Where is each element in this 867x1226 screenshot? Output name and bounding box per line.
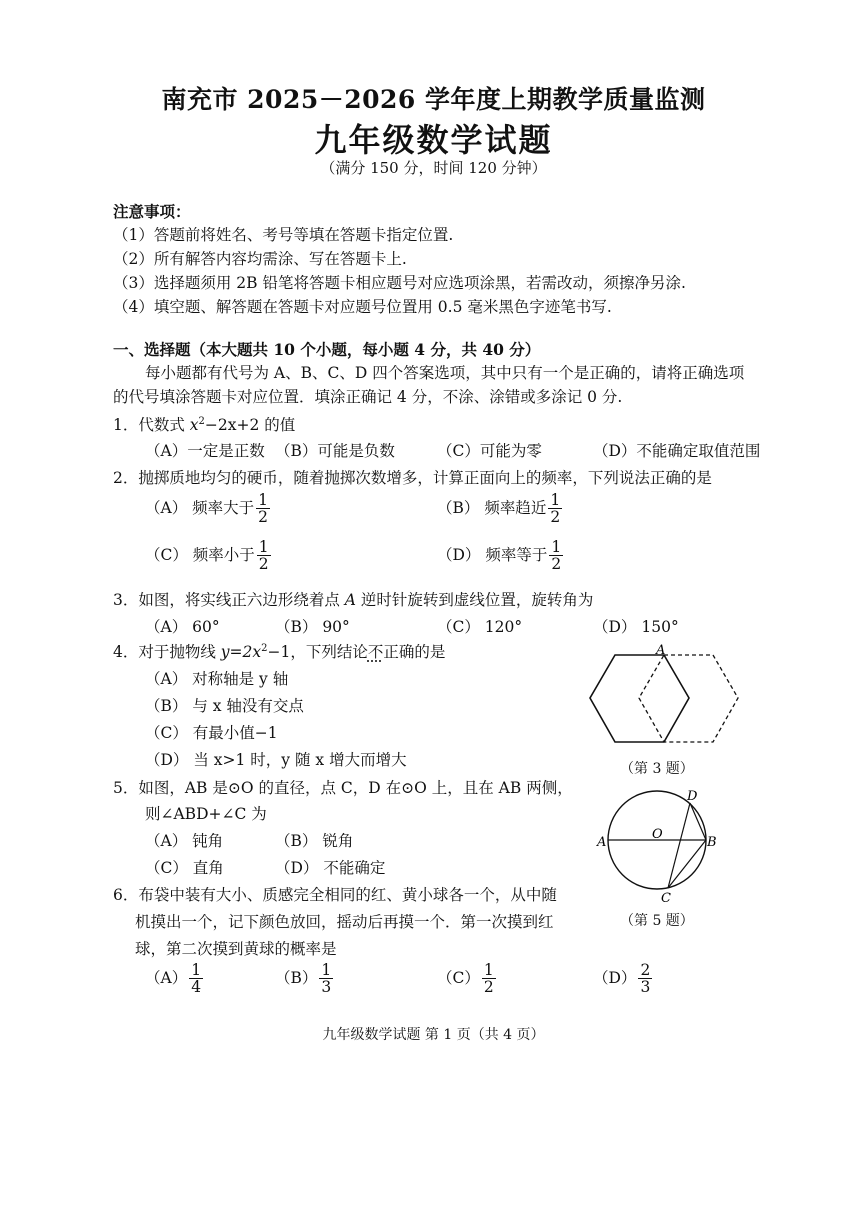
figure-3-label-a: A bbox=[656, 643, 666, 658]
question-6-option-d: （D） $\frac{2}{3}$ bbox=[593, 961, 651, 997]
question-5-option-d: （D） 不能确定 bbox=[275, 859, 386, 877]
question-5-stem-line-1: 5．如图，AB 是⊙O 的直径，点 C，D 在⊙O 上，且在 AB 两侧， bbox=[113, 779, 573, 797]
segment-dc bbox=[668, 803, 690, 888]
question-4-option-b: （B） 与 x 轴没有交点 bbox=[145, 697, 304, 715]
question-1-option-b: （B）可能是负数 bbox=[275, 442, 395, 460]
exam-header-title: 南充市 2025－2026 学年度上期教学质量监测 bbox=[161, 85, 706, 114]
figure-5-label-a: A bbox=[597, 835, 607, 850]
question-6-stem-line-2: 机摸出一个，记下颜色放回，摇动后再摸一个．第一次摸到红 bbox=[135, 913, 554, 931]
question-5-option-c: （C） 直角 bbox=[145, 859, 224, 877]
section-1-instruction-2: 的代号填涂答题卡对应位置．填涂正确记 4 分，不涂、涂错或多涂记 0 分. bbox=[113, 388, 623, 406]
notes-heading: 注意事项： bbox=[113, 202, 191, 221]
question-5-option-a: （A） 钝角 bbox=[145, 832, 224, 850]
section-1-heading: 一、选择题（本大题共 10 个小题，每小题 4 分，共 40 分） bbox=[113, 340, 541, 359]
question-1-stem: 1．代数式 $x^2-2x+2$ 的值 bbox=[113, 415, 296, 434]
figure-3-hexagons bbox=[580, 640, 740, 755]
question-2-option-a: （A） 频率大于 $\frac{1}{2}$ bbox=[145, 491, 268, 527]
question-3-option-d: （D） 150° bbox=[593, 618, 679, 636]
figure-5-label-d: D bbox=[687, 789, 698, 804]
figure-5-label-o: O bbox=[652, 827, 663, 842]
figure-3-caption: （第 3 题） bbox=[620, 761, 694, 777]
question-2-option-d: （D） 频率等于 $\frac{1}{2}$ bbox=[437, 538, 562, 574]
question-1-option-c: （C）可能为零 bbox=[437, 442, 542, 460]
question-4-option-d: （D） 当 x>1 时，y 随 x 增大而增大 bbox=[145, 751, 407, 769]
figure-5-circle bbox=[595, 785, 720, 905]
question-6-option-c: （C） $\frac{1}{2}$ bbox=[437, 961, 494, 997]
question-5-stem-line-2: 则∠ABD+∠C 为 bbox=[145, 805, 267, 823]
question-1-option-a: （A）一定是正数 bbox=[145, 442, 265, 460]
figure-5-caption: （第 5 题） bbox=[620, 913, 694, 929]
question-3-option-b: （B） 90° bbox=[275, 618, 350, 636]
question-2-stem: 2．抛掷质地均匀的硬币，随着抛掷次数增多，计算正面向上的频率，下列说法正确的是 bbox=[113, 469, 712, 487]
question-4-stem: 4．对于抛物线 $y=2x^2-1$，下列结论不正确的是 bbox=[113, 642, 446, 661]
notes-item-2: （2）所有解答内容均需涂、写在答题卡上. bbox=[113, 250, 407, 268]
notes-item-4: （4）填空题、解答题在答题卡对应题号位置用 0.5 毫米黑色字迹笔书写. bbox=[113, 298, 612, 316]
segment-bd bbox=[690, 803, 706, 840]
figure-5-label-b: B bbox=[707, 835, 717, 850]
question-1-option-d: （D）不能确定取值范围 bbox=[593, 442, 761, 460]
figure-5-label-c: C bbox=[661, 891, 671, 905]
question-4-option-a: （A） 对称轴是 y 轴 bbox=[145, 670, 289, 688]
notes-item-1: （1）答题前将姓名、考号等填在答题卡指定位置. bbox=[113, 226, 454, 244]
question-6-option-b: （B） $\frac{1}{3}$ bbox=[275, 961, 332, 997]
question-2-option-b: （B） 频率趋近 $\frac{1}{2}$ bbox=[437, 491, 561, 527]
question-3-stem: 3．如图，将实线正六边形绕着点 A 逆时针旋转到虚线位置，旋转角为 bbox=[113, 591, 594, 609]
question-6-stem-line-3: 球，第二次摸到黄球的概率是 bbox=[135, 940, 337, 958]
notes-item-3: （3）选择题须用 2B 铅笔将答题卡相应题号对应选项涂黑，若需改动，须擦净另涂. bbox=[113, 274, 686, 292]
question-3-option-a: （A） 60° bbox=[145, 618, 220, 636]
page-footer: 九年级数学试题 第 1 页（共 4 页） bbox=[322, 1027, 545, 1043]
question-5-option-b: （B） 锐角 bbox=[275, 832, 354, 850]
question-3-option-c: （C） 120° bbox=[437, 618, 523, 636]
question-4-option-c: （C） 有最小值−1 bbox=[145, 724, 278, 742]
section-1-instruction-1: 每小题都有代号为 A、B、C、D 四个答案选项，其中只有一个是正确的，请将正确选项 bbox=[145, 364, 745, 382]
question-6-stem-line-1: 6．布袋中装有大小、质感完全相同的红、黄小球各一个，从中随 bbox=[113, 886, 557, 904]
exam-score-time: （满分 150 分，时间 120 分钟） bbox=[320, 159, 547, 177]
exam-subject-title: 九年级数学试题 bbox=[314, 121, 553, 159]
question-6-option-a: （A） $\frac{1}{4}$ bbox=[145, 961, 202, 997]
question-2-option-c: （C） 频率小于 $\frac{1}{2}$ bbox=[145, 538, 269, 574]
